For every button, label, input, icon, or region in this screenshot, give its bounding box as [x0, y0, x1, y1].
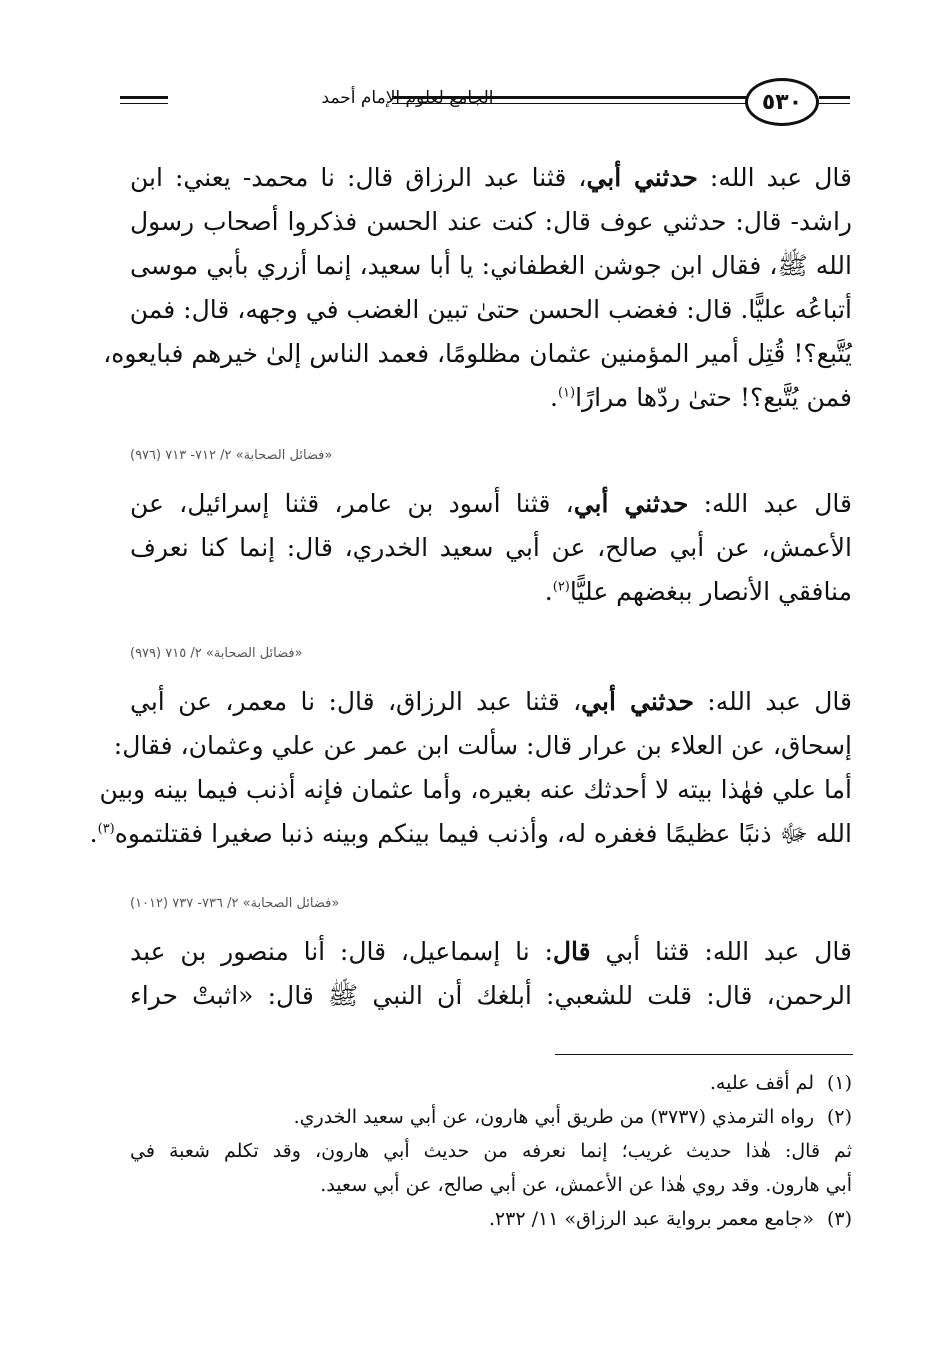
footnote-ref: (١)	[557, 385, 576, 401]
source-citation: «فضائل الصحابة» ٢/ ٧٣٦- ٧٣٧ (١٠١٢)	[130, 896, 340, 911]
source-citation: «فضائل الصحابة» ٢/ ٧١٢- ٧١٣ (٩٧٦)	[130, 448, 333, 463]
text-line: راشد- قال: حدثني عوف قال: كنت عند الحسن فذكروا أصحاب رسول	[130, 207, 852, 236]
paragraph-1	[103, 156, 852, 420]
header-rule-right-thin	[819, 103, 850, 104]
paragraph-4	[130, 930, 852, 1018]
text-line: قال عبد الله: حدثني أبي، قثنا عبد الرزاق، قال: نا معمر، عن أبي	[130, 687, 852, 716]
text-line: إسحاق، عن العلاء بن عرار قال: سألت ابن عمر عن علي وعثمان، فقال:	[113, 731, 852, 760]
page-number: ٥٣٠	[761, 89, 803, 115]
text-line: قال عبد الله: قثنا أبي قال: نا إسماعيل، قال: أنا منصور بن عبد	[130, 937, 852, 966]
source-citation: «فضائل الصحابة» ٢/ ٧١٥ (٩٧٩)	[130, 646, 303, 661]
footnote-ref: (٢)	[552, 579, 570, 595]
header-rule-left-thin	[120, 103, 168, 104]
footnotes	[130, 1066, 852, 1236]
footnote-3: (٣)«جامع معمر برواية عبد الرزاق» ١١/ ٢٣٢.	[488, 1208, 852, 1230]
text-line: الأعمش، عن أبي صالح، عن أبي سعيد الخدري، قال: إنما كنا نعرف	[130, 533, 852, 562]
page-header	[120, 70, 850, 130]
footnote-2: (٢)رواه الترمذي (٣٧٣٧) من طريق أبي هارون، عن أبي سعيد الخدري.	[293, 1106, 852, 1128]
text-line: الله ﷻ ذنبًا عظيمًا فغفره له، وأذنب فيما بينكم وبينه ذنبا صغيرا فقتلتموه$^{(٣)}$.	[89, 819, 852, 848]
footnote-separator	[555, 1054, 853, 1055]
running-title: الجامع لعلوم الإمام أحمد	[321, 88, 494, 108]
header-rule-middle-thin	[392, 103, 747, 104]
footnote-2-line-3: أبي هارون. وقد روي هٰذا عن الأعمش، عن أبي صالح، عن أبي سعيد.	[320, 1174, 852, 1196]
header-rule-right	[819, 96, 850, 99]
footnote-2-line-2: ثم قال: هٰذا حديث غريب؛ إنما نعرفه من حديث أبي هارون، وقد تكلم شعبة في	[130, 1140, 852, 1162]
text-line: الله ﷺ، فقال ابن جوشن الغطفاني: يا أبا سعيد، إنما أزري بأبي موسى	[130, 251, 852, 280]
paragraph-2	[130, 482, 852, 614]
header-rule-middle	[392, 96, 747, 99]
text-line: منافقي الأنصار ببغضهم عليًّا$^{(٢)}$.	[544, 577, 852, 606]
paragraph-3	[89, 680, 852, 856]
text-line: قال عبد الله: حدثني أبي، قثنا أسود بن عامر، قثنا إسرائيل، عن	[130, 489, 852, 518]
text-line: أما علي فهٰذا بيته لا أحدثك عنه بغيره، وأما عثمان فإنه أذنب فيما بينه وبين	[99, 775, 852, 804]
text-line: يُتَّبع؟! قُتِل أمير المؤمنين عثمان مظلومًا، فعمد الناس إلىٰ خيرهم فبايعوه،	[103, 339, 852, 368]
text-line: فمن يُتَّبع؟! حتىٰ ردّها مرارًا$^{(١)}$.	[550, 383, 852, 412]
footnote-ref: (٣)	[97, 821, 115, 837]
header-rule-left	[120, 96, 168, 99]
text-line: أتباعُه عليًّا. قال: فغضب الحسن حتىٰ تبين الغضب في وجهه، قال: فمن	[129, 295, 852, 324]
footnote-1: (١)لم أقف عليه.	[709, 1072, 852, 1094]
text-line: قال عبد الله: حدثني أبي، قثنا عبد الرزاق قال: نا محمد- يعني: ابن	[130, 163, 852, 192]
text-line: الرحمن، قال: قلت للشعبي: أبلغك أن النبي ﷺ قال: «اثبتْ حراء	[130, 981, 852, 1010]
page-number-badge	[745, 78, 819, 126]
